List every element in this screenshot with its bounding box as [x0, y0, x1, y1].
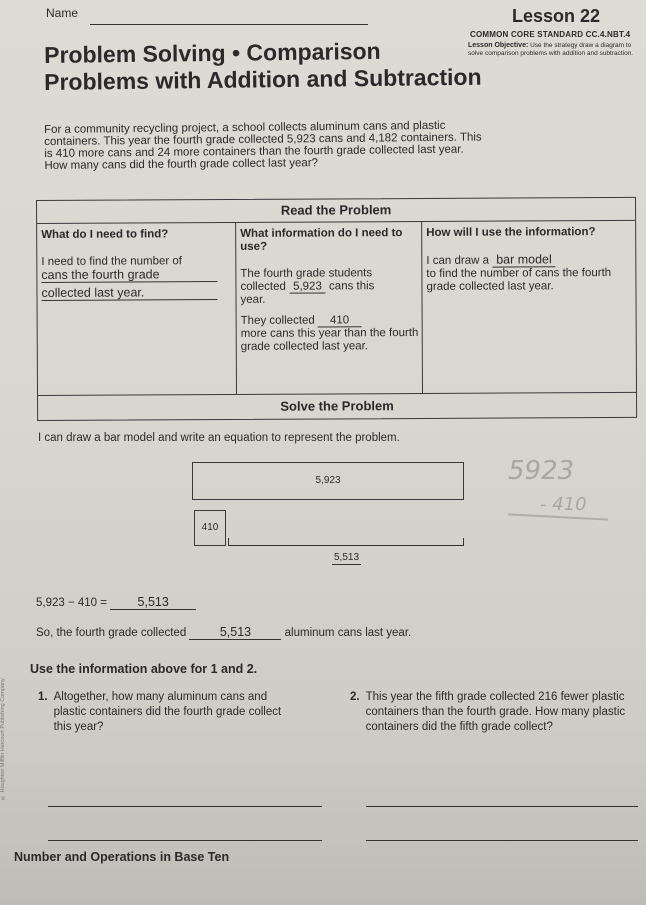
col2-value-cans[interactable]: 5,923 — [289, 280, 326, 293]
problem-solving-table — [36, 197, 637, 421]
equation — [36, 595, 196, 610]
question-1-number: 1. — [38, 691, 48, 703]
conclusion-answer[interactable]: 5,513 — [189, 625, 281, 640]
col2-year: year. — [240, 293, 266, 306]
lesson-number: Lesson 22 — [512, 6, 601, 26]
question-1-answer-line-1[interactable] — [48, 806, 322, 807]
page-footer: Number and Operations in Base Ten — [14, 850, 230, 864]
word-problem-prompt: For a community recycling project, a school collects aluminum cans and plastic containers. This year the fourth grade collected 5,923 cans and 4,182 containers. This is 410 more cans and 24 more containers than the fourth grade collected last year. How many cans did the fourth grade collect last year? — [44, 119, 482, 172]
col2-line1: The fourth grade students — [240, 267, 373, 280]
col3-rest: to find the number of cans the fourth grade collected last year. — [426, 266, 612, 293]
name-field-line[interactable] — [90, 24, 368, 25]
col1-header: What do I need to find? — [41, 228, 169, 241]
col2-collected: collected — [240, 280, 286, 293]
bar-model-result: 5,513 — [334, 552, 360, 563]
column-information — [235, 221, 425, 394]
question-2-answer-line-1[interactable] — [366, 806, 638, 807]
lesson-objective — [468, 42, 644, 58]
conclusion-pre: So, the fourth grade collected — [36, 627, 187, 639]
col3-header: How will I use the information? — [426, 226, 596, 239]
col2-cans-this: cans this — [329, 280, 375, 293]
bar-model-total: 5,923 — [192, 462, 464, 500]
col3-answer[interactable]: bar model — [492, 252, 556, 267]
col2-they: They collected — [240, 314, 315, 327]
solve-the-problem-header: Solve the Problem — [38, 392, 636, 420]
handwritten-subtrahend: - 410 — [540, 494, 587, 515]
objective-text: Use the strategy draw a diagram to solve comparison problems with addition and subtraction. — [468, 42, 634, 57]
col1-text: I need to find the number of — [41, 255, 183, 268]
solve-instruction: I can draw a bar model and write an equation to represent the problem. — [38, 432, 400, 444]
question-1 — [38, 690, 318, 735]
col3-pre: I can draw a — [426, 254, 490, 267]
handwritten-minuend: 5923 — [508, 456, 575, 486]
col2-rest: more cans this year than the fourth grade collected last year. — [240, 326, 419, 353]
copyright-side-text: © Houghton Mifflin Harcourt Publishing Company — [0, 678, 6, 800]
col1-answer-a[interactable]: cans the fourth grade — [41, 268, 217, 283]
column-find — [41, 222, 232, 395]
read-the-problem-header: Read the Problem — [37, 198, 635, 224]
column-use-information — [421, 220, 639, 393]
bar-model-difference: 410 — [194, 510, 226, 546]
question-2-text: This year the fifth grade collected 216 fewer plastic containers than the fourth grade. How many plastic containers did the fifth grade collect? — [365, 691, 626, 733]
col2-value-more[interactable]: 410 — [318, 314, 361, 327]
equation-text: 5,923 − 410 = — [36, 597, 107, 609]
equation-answer[interactable]: 5,513 — [110, 595, 196, 610]
name-label: Name — [46, 6, 79, 20]
page-title-line2: Problems with Addition and Subtraction — [44, 63, 482, 95]
bar-model-bracket — [228, 538, 464, 546]
col1-answer-b[interactable]: collected last year. — [41, 286, 217, 301]
common-core-standard: COMMON CORE STANDARD CC.4.NBT.4 — [470, 30, 631, 39]
col2-header: What information do I need to use? — [240, 227, 403, 253]
conclusion-post: aluminum cans last year. — [284, 627, 412, 639]
question-1-text: Altogether, how many aluminum cans and plastic containers did the fourth grade collect this year? — [53, 691, 282, 733]
question-2 — [350, 690, 640, 735]
conclusion-sentence — [36, 625, 411, 640]
use-information-heading: Use the information above for 1 and 2. — [30, 662, 258, 676]
objective-label: Lesson Objective: — [468, 42, 529, 49]
page-title-line1: Problem Solving • Comparison — [44, 37, 381, 68]
question-2-answer-line-2[interactable] — [366, 840, 638, 841]
question-2-number: 2. — [350, 691, 360, 703]
question-1-answer-line-2[interactable] — [48, 840, 322, 841]
